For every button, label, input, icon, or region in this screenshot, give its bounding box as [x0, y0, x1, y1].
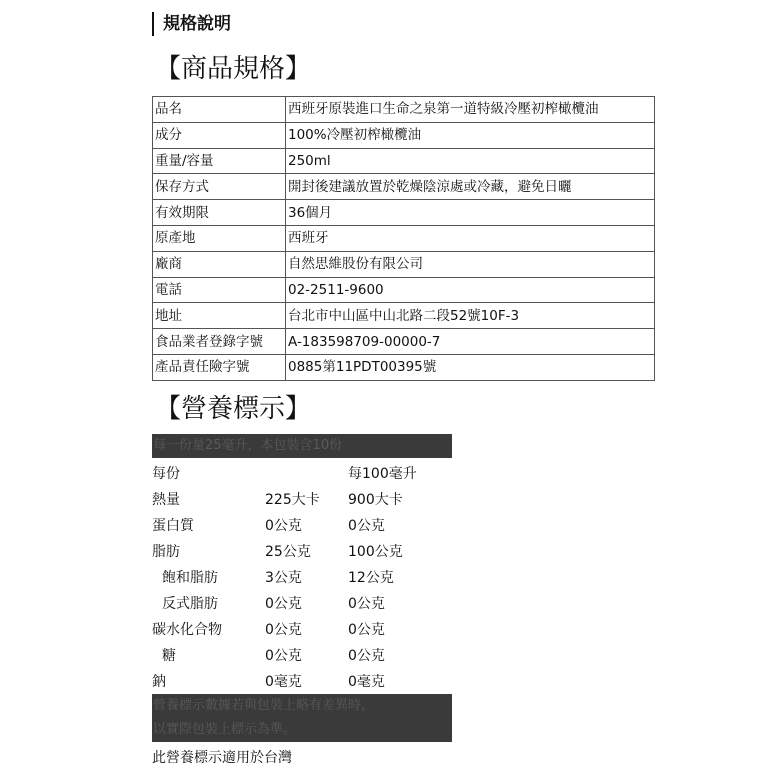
nutrient-name: 脂肪 [152, 544, 180, 560]
spec-label: 成分 [153, 122, 286, 148]
nutrition-heading: 【營養標示】 [155, 394, 312, 424]
spec-row [153, 277, 655, 303]
nutrient-per-100: 0公克 [348, 648, 385, 664]
spec-label: 有效期限 [153, 200, 286, 226]
nutrient-per-100: 900大卡 [348, 492, 403, 508]
disclaimer-line: 營養標示數據若與包裝上略有差異時， [153, 698, 375, 713]
nutrient-per-100: 0公克 [348, 518, 385, 534]
nutrient-per-100: 0公克 [348, 596, 385, 612]
spec-value: 開封後建議放置於乾燥陰涼處或冷藏，避免日曬 [286, 174, 655, 200]
nutrient-per-100: 0公克 [348, 622, 385, 638]
nutrient-per-serving: 0公克 [265, 518, 302, 534]
spec-label: 保存方式 [153, 174, 286, 200]
nutrient-per-serving: 3公克 [265, 570, 302, 586]
nutrient-per-serving: 25公克 [265, 544, 311, 560]
spec-label: 重量/容量 [153, 148, 286, 174]
nutrient-per-100: 100公克 [348, 544, 403, 560]
spec-row [153, 174, 655, 200]
spec-label: 電話 [153, 277, 286, 303]
nutrient-per-serving: 0公克 [265, 622, 302, 638]
nutrition-row [152, 617, 472, 643]
spec-row [153, 148, 655, 174]
spec-row [153, 251, 655, 277]
nutrient-per-100: 0毫克 [348, 674, 385, 690]
spec-table-body [153, 97, 655, 381]
spec-row [153, 329, 655, 355]
nutrient-name: 碳水化合物 [152, 622, 222, 638]
nutrient-name: 反式脂肪 [162, 596, 218, 612]
spec-row [153, 303, 655, 329]
spec-row [153, 354, 655, 380]
spec-value: 100%冷壓初榨橄欖油 [286, 122, 655, 148]
spec-label: 品名 [153, 97, 286, 123]
spec-value: 0885第11PDT00395號 [286, 354, 655, 380]
nutrition-row [152, 513, 472, 539]
nutrient-per-100: 12公克 [348, 570, 394, 586]
spec-label: 原產地 [153, 225, 286, 251]
spec-row [153, 122, 655, 148]
nutrition-row [152, 565, 472, 591]
spec-value: 西班牙 [286, 225, 655, 251]
spec-value: 西班牙原裝進口生命之泉第一道特級冷壓初榨橄欖油 [286, 97, 655, 123]
nutrition-header-per-100: 每100毫升 [348, 466, 417, 482]
nutrition-row [152, 643, 472, 669]
nutrient-name: 鈉 [152, 674, 166, 690]
footer-note: 此營養標示適用於台灣 [152, 750, 292, 766]
nutrient-name: 飽和脂肪 [162, 570, 218, 586]
spec-table [152, 96, 655, 381]
spec-row [153, 200, 655, 226]
nutrition-header-per-serving: 每份 [152, 466, 180, 482]
nutrient-name: 蛋白質 [152, 518, 194, 534]
spec-row [153, 97, 655, 123]
serving-size-text: 每一份量25毫升，本包裝含10份 [153, 438, 343, 453]
spec-value: 自然思維股份有限公司 [286, 251, 655, 277]
spec-value: 02-2511-9600 [286, 277, 655, 303]
spec-label: 地址 [153, 303, 286, 329]
section-header: 規格說明 [152, 12, 231, 36]
nutrition-row [152, 669, 472, 695]
nutrition-header-row [152, 461, 472, 487]
spec-row [153, 225, 655, 251]
nutrient-per-serving: 0毫克 [265, 674, 302, 690]
nutrient-per-serving: 0公克 [265, 648, 302, 664]
spec-label: 食品業者登錄字號 [153, 329, 286, 355]
spec-label: 產品責任險字號 [153, 354, 286, 380]
nutrition-row [152, 539, 472, 565]
nutrient-name: 糖 [162, 648, 176, 664]
serving-size-bar [152, 434, 452, 458]
nutrient-per-serving: 225大卡 [265, 492, 320, 508]
disclaimer-bar [152, 694, 452, 742]
nutrient-per-serving: 0公克 [265, 596, 302, 612]
spec-label: 廠商 [153, 251, 286, 277]
spec-value: A-183598709-00000-7 [286, 329, 655, 355]
spec-value: 250ml [286, 148, 655, 174]
nutrition-row [152, 591, 472, 617]
spec-value: 台北市中山區中山北路二段52號10F-3 [286, 303, 655, 329]
spec-value: 36個月 [286, 200, 655, 226]
spec-heading: 【商品規格】 [155, 54, 312, 84]
disclaimer-line: 以實際包裝上標示為準。 [153, 722, 297, 737]
nutrient-name: 熱量 [152, 492, 180, 508]
nutrition-row [152, 487, 472, 513]
